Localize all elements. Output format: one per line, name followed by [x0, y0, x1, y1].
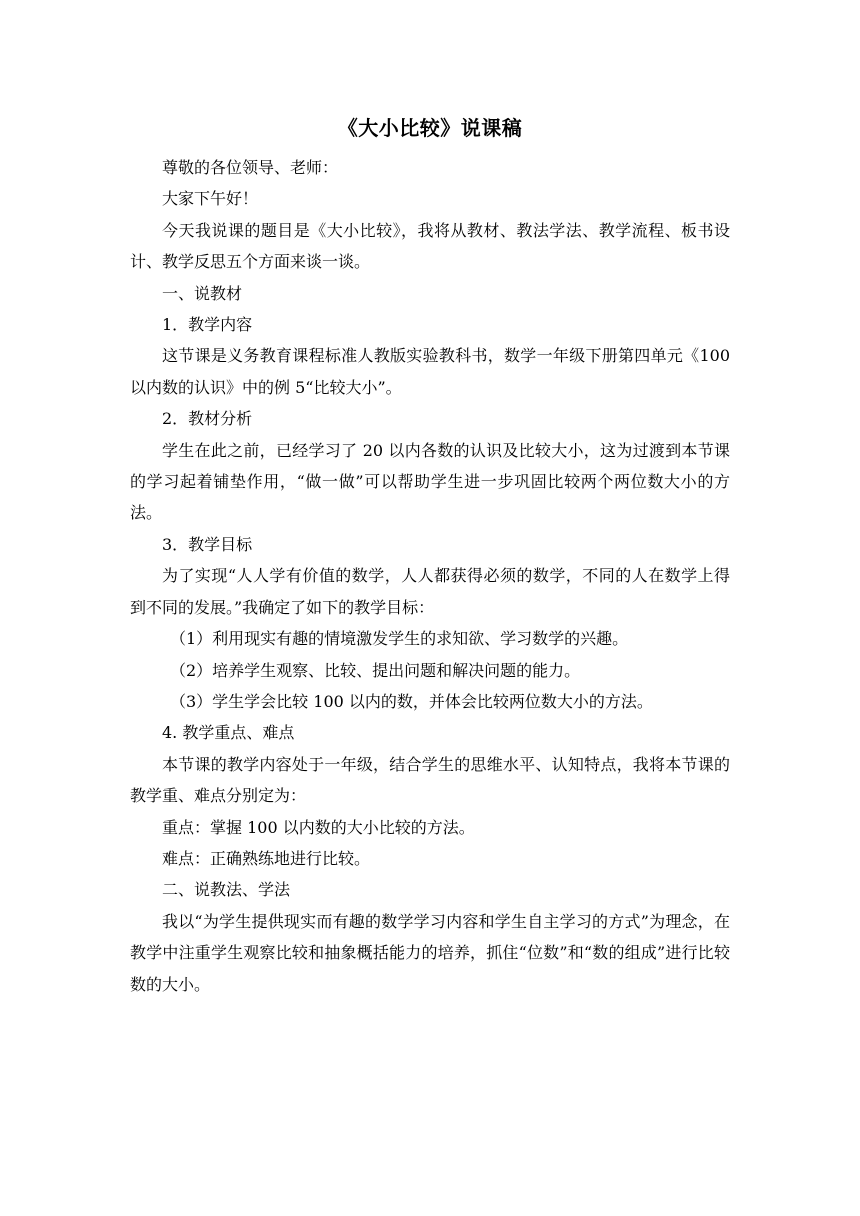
paragraph-teaching-content: 这节课是义务教育课程标准人教版实验教科书，数学一年级下册第四单元《100 以内数的认识》中的例 5“比较大小”。	[130, 346, 730, 397]
paragraph-textbook-analysis: 学生在此之前，已经学习了 20 以内各数的认识及比较大小，这为过渡到本节课的学习起着铺垫作用，“做一做”可以帮助学生进一步巩固比较两个两位数大小的方法。	[130, 440, 730, 523]
list-item-goal-1: （1）利用现实有趣的情境激发学生的求知欲、学习数学的兴趣。	[170, 629, 629, 649]
subheading-teaching-goals: 3．教学目标	[162, 534, 253, 554]
paragraph-methods: 我以“为学生提供现实而有趣的数学学习内容和学生自主学习的方式”为理念，在教学中注重学生观察比较和抽象概括能力的培养，抓住“位数”和“数的组成”进行比较数的大小。	[130, 911, 730, 994]
subheading-textbook-analysis: 2．教材分析	[162, 409, 253, 429]
paragraph-teaching-goals: 为了实现“人人学有价值的数学，人人都获得必须的数学，不同的人在数学上得到不同的发展。”我确定了如下的教学目标：	[130, 566, 730, 617]
document-body	[130, 152, 730, 1000]
subheading-teaching-content: 1．教学内容	[162, 315, 253, 335]
document-title: 《大小比较》说课稿	[337, 116, 523, 140]
paragraph-greeting: 尊敬的各位领导、老师：	[162, 158, 339, 177]
section-heading-textbook: 一、说教材	[162, 283, 243, 303]
paragraph-difficult-point: 难点：正确熟练地进行比较。	[162, 848, 371, 868]
list-item-goal-2: （2）培养学生观察、比较、提出问题和解决问题的能力。	[170, 660, 581, 680]
paragraph-intro: 今天我说课的题目是《大小比较》，我将从教材、教法学法、教学流程、板书设计、教学反思五个方面来谈一谈。	[130, 220, 730, 272]
subheading-key-points: 4. 教学重点、难点	[162, 723, 295, 743]
list-item-goal-3: （3）学生学会比较 100 以内的数，并体会比较两位数大小的方法。	[170, 691, 653, 711]
paragraph-key-points: 本节课的教学内容处于一年级，结合学生的思维水平、认知特点，我将本节课的教学重、难点分别定为：	[130, 754, 730, 806]
section-heading-methods: 二、说教法、学法	[162, 880, 291, 900]
paragraph-key-point: 重点：掌握 100 以内数的大小比较的方法。	[162, 817, 475, 837]
paragraph-salutation: 大家下午好！	[162, 189, 259, 209]
